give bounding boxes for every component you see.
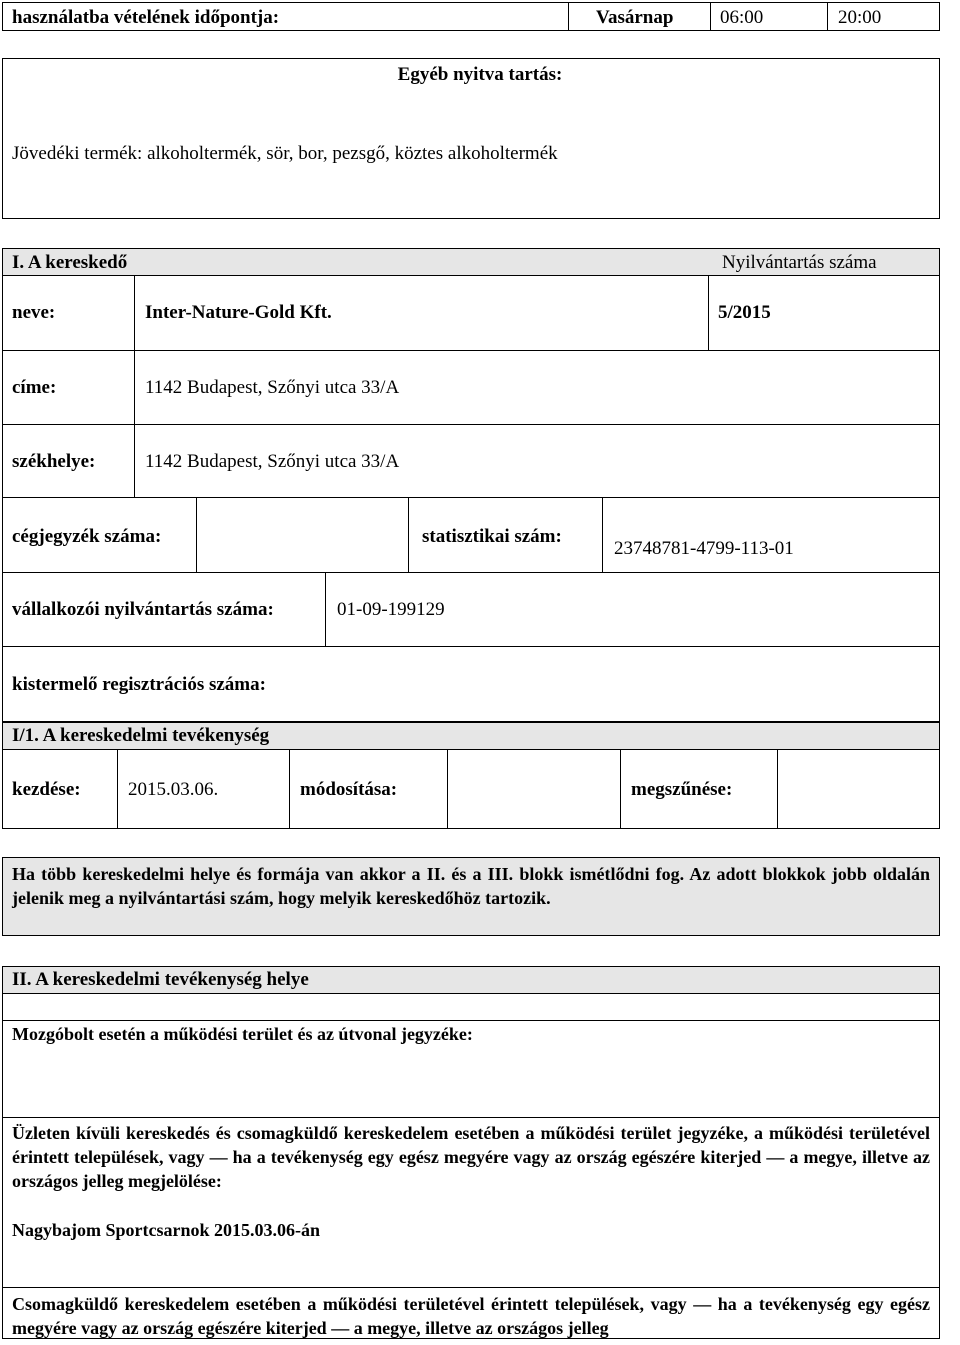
other-opening-title: Egyéb nyitva tartás: (397, 64, 563, 85)
company-reg-label: cégjegyzék száma: (12, 526, 162, 547)
divider (2, 1117, 940, 1118)
divider (2, 424, 940, 425)
divider (117, 749, 118, 829)
activity-modify-label: módosítása: (300, 779, 398, 800)
opening-hours-label: használatba vételének időpontja: (12, 7, 280, 28)
divider (447, 749, 448, 829)
outside-store-text: Üzleten kívüli kereskedés és csomagküldő kereskedelem esetében a működési terület jegyzéke, a működési területével érintett települések, vagy — ha a tevékenység egy egész megyére vagy az ország egészére kiterjed — a megye, illetve az országos jelleg megjelölése: (12, 1123, 930, 1191)
divider (2, 497, 940, 498)
trader-name-value: Inter-Nature-Gold Kft. (145, 302, 332, 323)
entrepreneur-reg-value: 01-09-199129 (337, 599, 445, 620)
divider (196, 497, 197, 572)
divider (2, 749, 940, 750)
trader-section-title: I. A kereskedő (12, 252, 128, 273)
venue-value: Nagybajom Sportcsarnok 2015.03.06-án (12, 1220, 321, 1240)
trader-name-label: neve: (12, 302, 56, 323)
stat-number-value: 23748781-4799-113-01 (614, 538, 794, 559)
closing-time: 20:00 (838, 7, 882, 28)
divider (708, 275, 709, 350)
divider (2, 1287, 940, 1288)
registration-number-header: Nyilvántartás száma (722, 252, 877, 273)
divider (2, 572, 940, 573)
divider (408, 497, 409, 572)
divider (710, 2, 711, 31)
divider (602, 497, 603, 572)
address-value: 1142 Budapest, Szőnyi utca 33/A (145, 377, 400, 398)
entrepreneur-reg-label: vállalkozói nyilvántartás száma: (12, 599, 274, 620)
divider (2, 350, 940, 351)
seat-value: 1142 Budapest, Szőnyi utca 33/A (145, 451, 400, 472)
activity-end-label: megszűnése: (631, 779, 733, 800)
divider (827, 2, 828, 31)
activity-section-title: I/1. A kereskedelmi tevékenység (12, 725, 270, 746)
divider (2, 275, 940, 276)
divider (2, 993, 940, 994)
trader-block (2, 248, 940, 647)
note-text: Ha több kereskedelmi helye és formája van akkor a II. és a III. blokk ismétlődni fog. Az adott blokkok jobb oldalán jelenik meg a nyilvántartási szám, hogy melyik kereskedőhöz tartozik. (12, 864, 930, 908)
divider (2, 1020, 940, 1021)
excise-products-text: Jövedéki termék: alkoholtermék, sör, bor, pezsgő, köztes alkoholtermék (12, 143, 558, 164)
divider (620, 749, 621, 829)
stat-number-label: statisztikai szám: (422, 526, 562, 547)
divider (134, 275, 135, 497)
mobile-shop-label: Mozgóbolt esetén a működési terület és az útvonal jegyzéke: (12, 1024, 473, 1044)
seat-label: székhelye: (12, 451, 96, 472)
divider (325, 572, 326, 647)
opening-time: 06:00 (720, 7, 764, 28)
opening-day: Vasárnap (596, 7, 674, 28)
divider (289, 749, 290, 829)
mail-order-text: Csomagküldő kereskedelem esetében a működési területével érintett települések, vagy — ha a tevékenység egy egész megyére vagy az ország egészére kiterjed — a megye, illetve az országos jelleg (12, 1294, 930, 1338)
activity-start-label: kezdése: (12, 779, 81, 800)
divider (568, 2, 569, 31)
activity-start-value: 2015.03.06. (128, 779, 219, 800)
place-section-title: II. A kereskedelmi tevékenység helye (12, 969, 309, 990)
address-label: címe: (12, 377, 57, 398)
registration-number-value: 5/2015 (718, 302, 771, 323)
smallholder-reg-label: kistermelő regisztrációs száma: (12, 674, 266, 695)
divider (777, 749, 778, 829)
